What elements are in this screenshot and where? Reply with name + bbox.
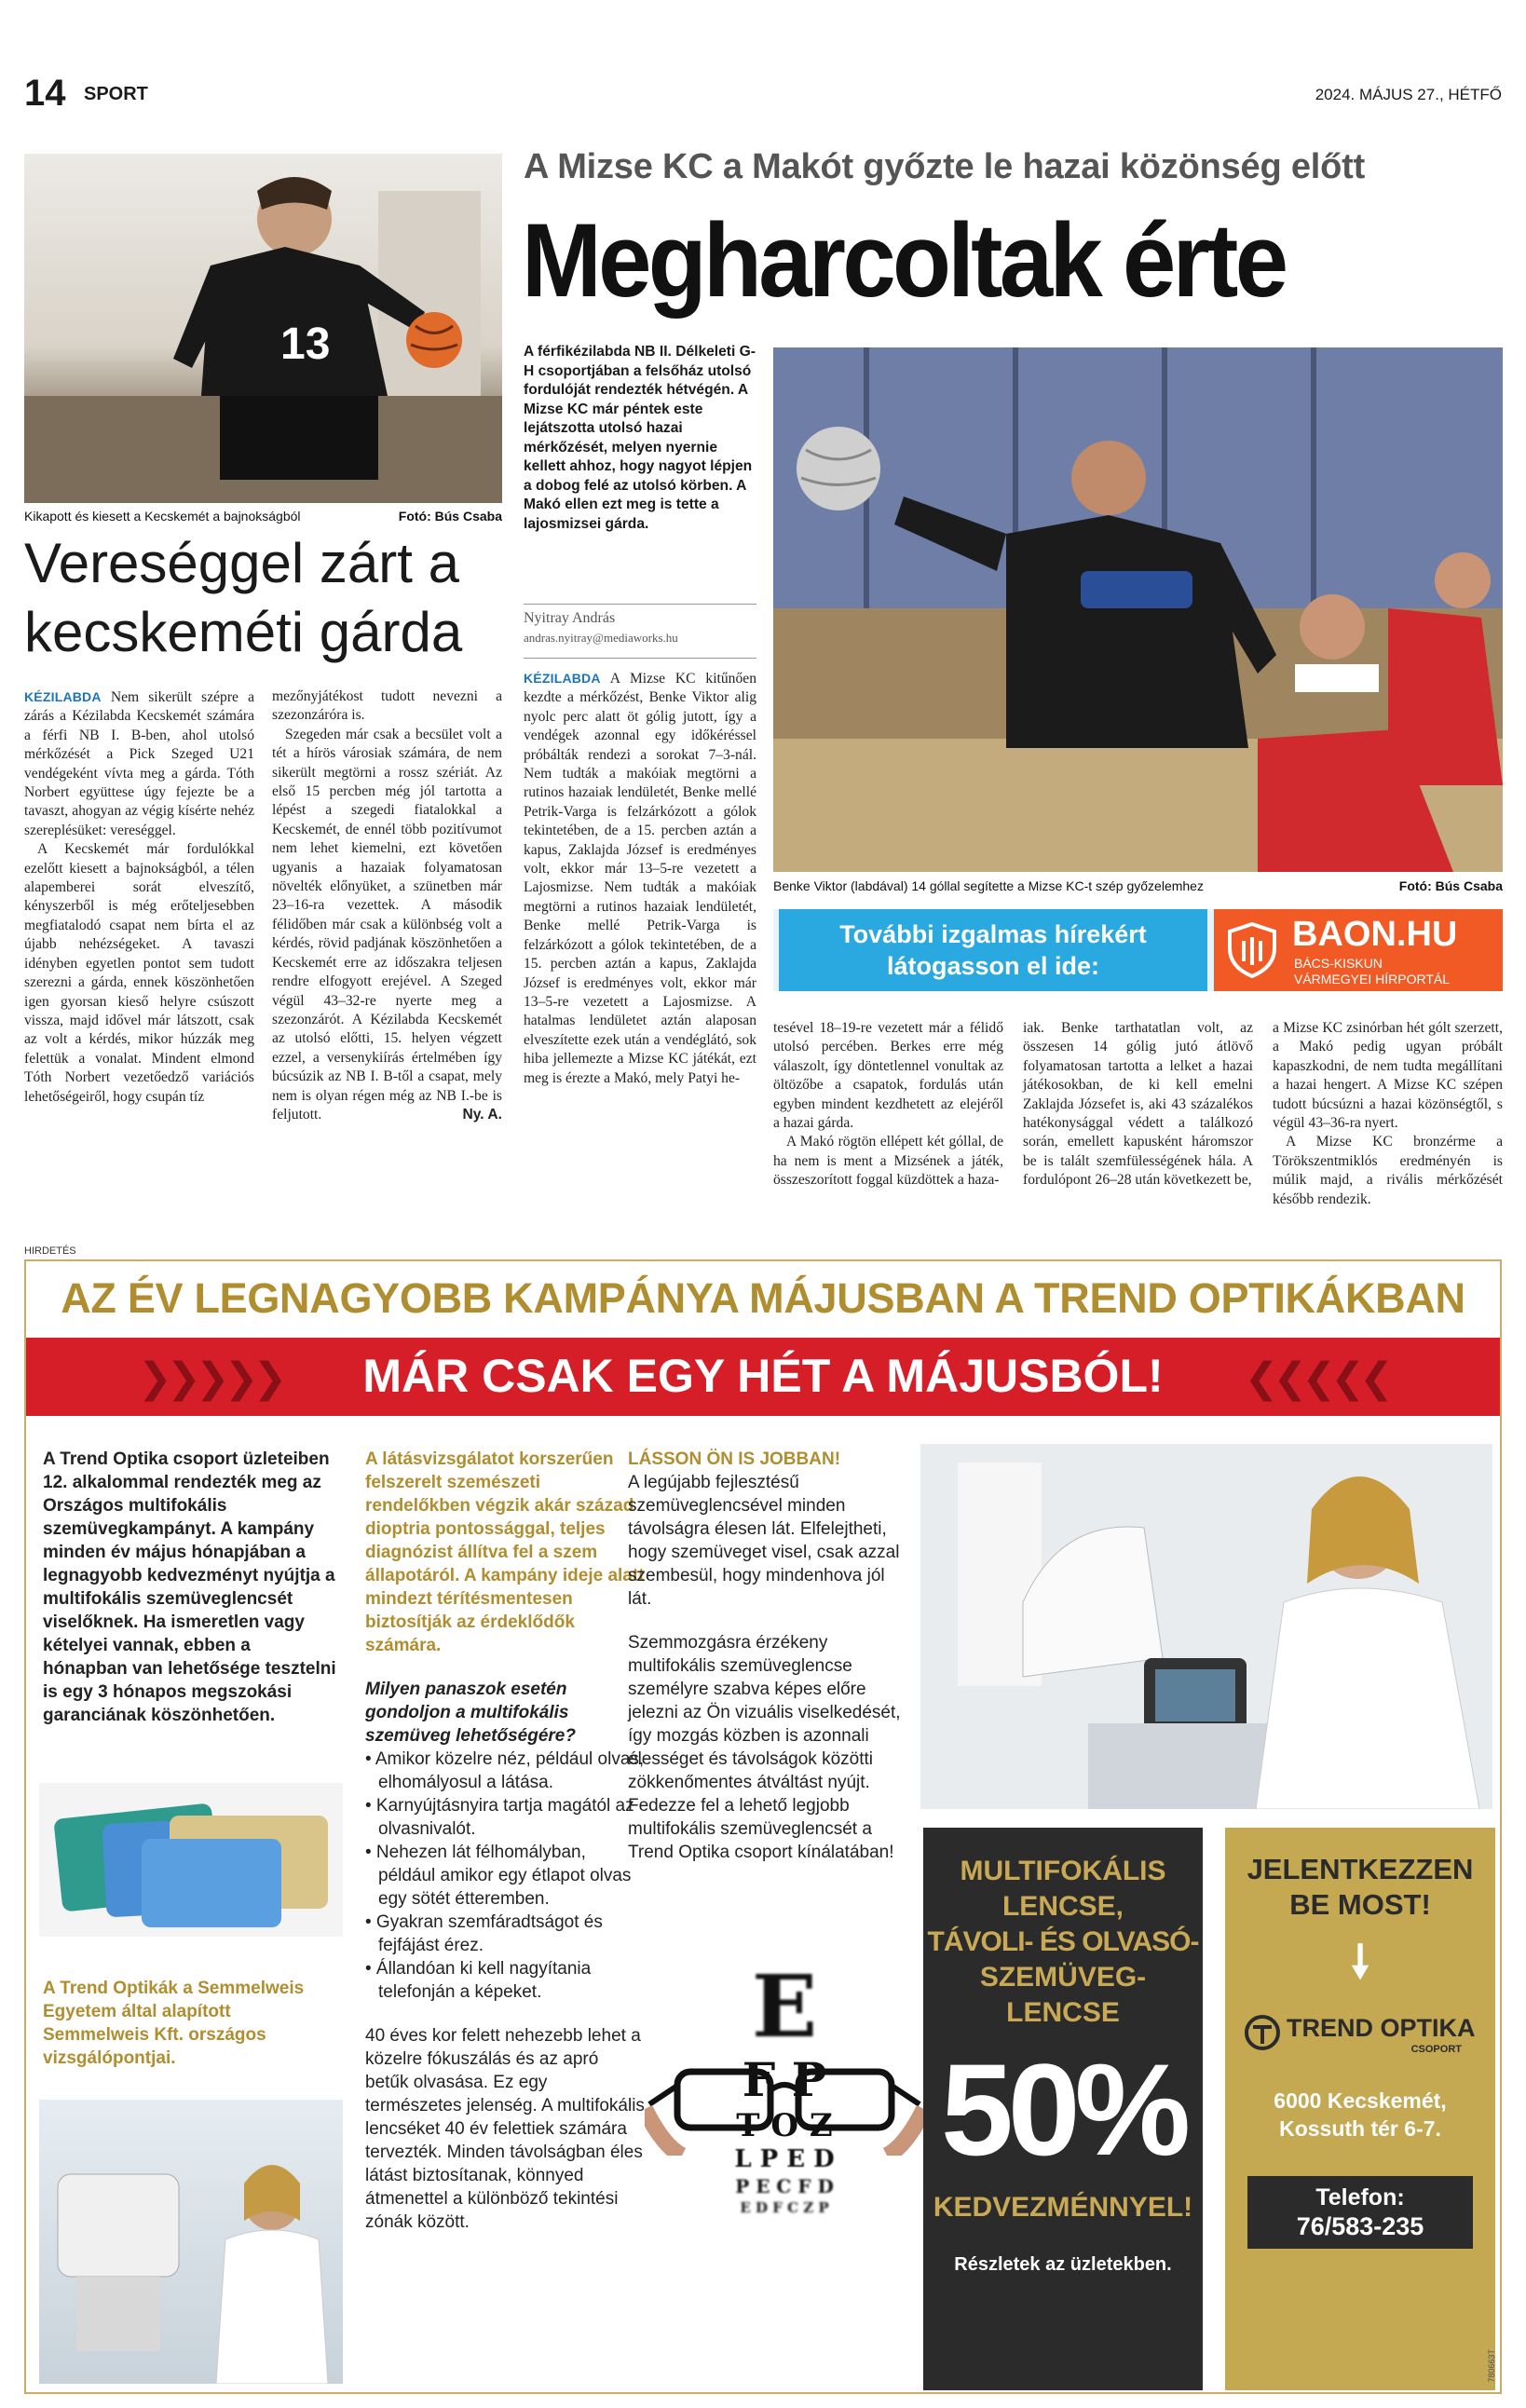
list-item: • Amikor közelre néz, például olvas, elhomályosul a látása.: [365, 1749, 645, 1792]
glasses-icon: [645, 2044, 924, 2156]
list-item: • Karnyújtásnyira tartja magától az olvasnivalót.: [365, 1796, 634, 1839]
main-photo-caption: [773, 878, 1503, 893]
ad-label: HIRDETÉS: [24, 1245, 76, 1257]
paragraph: A Trend Optika csoport üzleteiben 12. alkalommal rendezték meg az Országos multifokális szemüvegkampányt. A kampány minden év május hónapjában a legnagyobb kedvezményt nyújtja a multifokális szemüveglencsét viselőknek. Ha ismeretlen vagy kételyei vannak, ebben a hónapban van lehetősége tesztelni is egy 3 hónapos megszokási garanciának köszönhetően.: [43, 1449, 336, 1725]
symptom-list: [365, 1748, 645, 2004]
list-item: • Nehezen lát félhomályban, például amikor egy étlapot olvas egy sötét étteremben.: [365, 1843, 632, 1909]
phone-box: Telefon: 76/583-235: [1247, 2176, 1473, 2249]
ad-column-3: [628, 1448, 907, 1884]
arrow-down-icon: 🠗: [1350, 1936, 1370, 1988]
left-article-column-2: [272, 687, 502, 1124]
main-article-column-3: [1023, 1019, 1253, 1190]
divider: [524, 658, 756, 659]
svg-text:13: 13: [280, 320, 331, 369]
trend-optika-logo: TREND OPTIKA CSOPORT: [1225, 2008, 1495, 2064]
main-lead: A férfikézilabda NB II. Délkeleti G-H csoportjában a felsőház utolsó fordulóját rendezték hétvégén. A Mizse KC már péntek este lejátszotta utolsó hazai mérkőzését, melyen nyernie kellett ahhoz, hogy nagyot lépjen a dobog felé az utolsó körben. A Makó ellen ezt meg is tette a lajosmizsei gárda.: [524, 344, 756, 532]
kicker: KÉZILABDA: [24, 689, 102, 704]
banner-text: MÁR CSAK EGY HÉT A MÁJUSBÓL!: [362, 1350, 1164, 1402]
match-photo: [773, 347, 1503, 872]
offer-box: MULTIFOKÁLIS LENCSE, TÁVOLI- ÉS OLVASÓ- SZEMÜVEG-LENCSE 50% KEDVEZMÉNNYEL! Részletek az üzletekben.: [923, 1828, 1203, 2390]
question: Milyen panaszok esetén gondoljon a multifokális szemüveg lehetőségére?: [365, 1680, 576, 1746]
author-name: Nyitray András: [524, 610, 616, 626]
paragraph: mezőnyjátékost tudott nevezni a szezonzáróra is.: [272, 688, 502, 724]
photo-credit: Fotó: Bús Csaba: [1398, 878, 1503, 893]
headline-line-2: kecskeméti gárda: [24, 601, 463, 663]
paragraph: A Kecskemét már fordulókkal ezelőtt kiesett a bajnokságból, a télen alapemberei sorát elveszítő, kényszerből is még erőteljesebben megfiatalodó csapat nem bírta el az újabb nehézségeket. A tavaszi idényben egyetlen pontot sem tudott szerezni a gárda, ennek köszönhetően igen gyorsan kieső helyre csúszott vissza, majd idővel már látszott, csak az volt a kérdés, mikor húzzák meg felettük a vonalat. Mindent elmond Tóth Norbert vezetőedző variációs lehetőségeiről, hogy csupán tíz: [24, 841, 254, 1105]
left-headline: [24, 529, 509, 667]
discount-percent: 50%: [940, 2036, 1186, 2183]
issue-date: 2024. MÁJUS 27., HÉTFŐ: [1315, 86, 1502, 103]
main-overline: A Mizse KC a Makót győzte le hazai közönség előtt: [524, 147, 1366, 186]
page-number: 14: [24, 73, 66, 114]
logo-icon: [1244, 2014, 1281, 2051]
paragraph: A Makó rögtön ellépett két góllal, de ha nem is ment a Mizsének a játék, összeszorított foggal küzdöttek a haza-: [773, 1134, 1003, 1189]
exam-room-photo: [39, 2100, 343, 2384]
paragraph: Szegeden már csak a becsület volt a tét a hírös városiak számára, de nem sikerült megtörni a rossz szériát. Az első 15 percben még jól tartotta a lépést a szegedi fiatalokkal a Kecskemét, de ennél több pozitívumot nem lehet kiemelni, ezt követően ugyanis a hazaiak folyamatosan növelték előnyüket, a szünetben már 23–16-ra vezettek. A második félidőben már csak a különbség volt a kérdés, rövid padjának köszönhetően a Kecskemét erre az időszakra teljesen rendre elfogyott erejével. A Szeged végül 43–32-re nyerte meg a szezonzárót. A Kézilabda Kecskemét az utolsó előtti, 15. helyen végzett ezzel, a versenykiírás értelmében így búcsúzik az NB I. B-től a csapat, mely nem is olyan régen még az NB I.-be is feljutott. Ny. A.: [272, 726, 502, 1125]
ad-red-banner: [26, 1338, 1500, 1416]
action-illustration: [773, 347, 1503, 872]
main-article-column-4: [1273, 1019, 1503, 1209]
eye-exam-photo: [920, 1444, 1492, 1809]
headline-line-1: Vereséggel zárt a: [24, 532, 459, 594]
banner-text: További izgalmas hírekért látogasson el ide:: [779, 909, 1207, 991]
caption-text: Benke Viktor (labdával) 14 góllal segítette a Mizse KC-t szép győzelemhez: [773, 878, 1204, 893]
author-email: andras.nyitray@mediaworks.hu: [524, 631, 678, 645]
section-heading: LÁSSON ÖN IS JOBBAN!: [628, 1449, 841, 1469]
paragraph: a Mizse KC zsinórban hét gólt szerzett, a Makó pedig ugyan próbált kapaszkodni, de nem tudta megállítani a hazai hengert. A Mizse KC szépen tudott búcsúzni a hazai közönségtől, s végül 43–36-ra nyert.: [1273, 1020, 1503, 1132]
phone-number: 76/583-235: [1296, 2212, 1424, 2240]
paragraph: A látásvizsgálatot korszerűen felszerelt szemészeti rendelőkben végzik akár század dioptria pontossággal, teljes diagnózist állítva fel a szem állapotáról. A kampány ideje alatt mindezt térítésmentesen biztosítják az érdeklődők számára.: [365, 1449, 645, 1655]
paragraph: iak. Benke tarthatatlan volt, az összesen 14 gólig jutó átlövő folyamatosan tartotta a lelket a hazai játékosokban, de ki kell emelni Zaklajda Józsefet is, aki 43 százalékos hatékonysággal védett a találkozó során, emellett kapusként háromszor be is talált szemfülességének hála. A fordulópont 26–28 után következett be,: [1023, 1020, 1253, 1189]
list-item: • Állandóan ki kell nagyítania telefonján a képeket.: [365, 1959, 592, 2002]
author-block: [524, 604, 756, 646]
paragraph: tesével 18–19-re vezetett már a félidő utolsó percében. Berkes erre még válaszolt, így döntetlennel vonultak az öltözőbe a csapatok, fordulás után egyben mindent kezdhetett az elejéről a hazai gárda.: [773, 1020, 1003, 1132]
player-illustration: [24, 154, 502, 503]
paragraph: 40 éves kor felett nehezebb lehet a közelre fókuszálás és az apró betűk olvasása. Ez egy természetes jelenség. A multifokális lencséket 40 év felettiek számára tervezték. Minden távolságban éles látást biztosítanak, könnyed átmenettel a különböző tekintési zónák között.: [365, 2026, 645, 2232]
paragraph: KÉZILABDA A Mizse KC kitűnően kezdte a mérkőzést, Benke Viktor alig nyolc perc alatt öt gólig jutott, így a vendégek azonnal egy időkéréssel próbálták rendezi a sorokat 7–3-nál. Nem tudták a makóiak megtörni a rutinos hazaiak lendületét, Benke mellé Petrik-Varga is felzárkózott a gólok tekintetében, de a 15. percben aztán a kapus, Zaklajda József is eredményes volt, ekkor már 13–5-re vezetett a Lajosmizse. Nem tudták a makóiak megtörni a rutinos hazaiak lendületét, Benke mellé Petrik-Varga is felzárkózott a gólok tekintetében, de a 15. percben aztán a kapus, Zaklajda József is eredményes volt, ekkor már 13–5-re vezetett a Lajosmizse. A hatalmas lendületet aztán alaposan elveszítette ezek után a vendéglátó, sok hiba jellemezte a Mizse KC játékát, ezt meg is érezte a Makó, mely Patyi he-: [524, 671, 756, 1086]
left-article-column-1: [24, 687, 254, 1107]
ad-photo-caption: A Trend Optikák a Semmelweis Egyetem által alapított Semmelweis Kft. országos vizsgálópontjai.: [43, 1979, 305, 2068]
left-photo-caption: [24, 509, 502, 524]
page-header: [24, 75, 1502, 112]
ad-headline: AZ ÉV LEGNAGYOBB KAMPÁNYA MÁJUSBAN A TREND OPTIKÁKBAN: [61, 1274, 1465, 1322]
caption-text: Kikapott és kiesett a Kecskemét a bajnokságból: [24, 509, 301, 524]
photo-credit: Fotó: Bús Csaba: [398, 509, 502, 524]
chevrons-left: ❯❯❯❯❯: [138, 1354, 282, 1402]
signup-box: JELENTKEZZEN BE MOST! 🠗 TREND OPTIKA CSOPORT 6000 Kecskemét, Kossuth tér 6-7. Telefon: 76/583-235: [1225, 1828, 1495, 2390]
main-headline: Megharcoltak érte: [522, 202, 1286, 319]
ad-column-1: [43, 1448, 339, 1748]
section-label: SPORT: [84, 84, 148, 104]
bank-cards-image: [39, 1783, 343, 1937]
paragraph: A Mizse KC bronzérme a Törökszentmiklós eredményén is múlik majd, a rivális mérkőzését később rendezik.: [1273, 1134, 1503, 1207]
eye-chart-image: E F P T O Z L P E D P E C F D E D F C Z P: [645, 1960, 924, 2239]
baon-link-banner[interactable]: [773, 909, 1503, 991]
paragraph: Szemmozgásra érzékeny multifokális szemüveglencse személyre szabva képes előre jelezni az Ön vizuális viselkedését, így mozgás közben is azonnali élességet és távolságok közötti zökkenőmentes átváltást nyújt. Fedezze fel a lehető legjobb multifokális szemüveglencsét a Trend Optika csoport kínálatában!: [628, 1633, 901, 1862]
paragraph: A legújabb fejlesztésű szemüveglencsével minden távolságra élesen lát. Elfelejtheti, hogy szemüveget visel, csak azzal szembesül, hogy mindenhova jól lát.: [628, 1473, 900, 1609]
ad-ref-code: 780663T: [1487, 2349, 1496, 2383]
main-article-column-1: [524, 669, 756, 1088]
handball-player-photo: [24, 154, 502, 503]
shield-icon: [1227, 922, 1277, 978]
main-article-column-2: [773, 1019, 1003, 1190]
kicker: KÉZILABDA: [524, 671, 601, 686]
baon-logo: BAON.HU BÁCS-KISKUN VÁRMEGYEI HÍRPORTÁL: [1214, 909, 1503, 991]
list-item: • Gyakran szemfáradtságot és fejfájást érez.: [365, 1912, 603, 1955]
signature: Ny. A.: [462, 1106, 502, 1122]
advertisement: [24, 1259, 1502, 2394]
ad-column-2: [365, 1448, 645, 2254]
chevrons-right: ❮❮❮❮❮: [1244, 1354, 1388, 1402]
paragraph: KÉZILABDA Nem sikerült szépre a zárás a Kézilabda Kecskemét számára a férfi NB I. B-ben, ahol utolsó mérkőzését a Pick Szeged U21 vendégeként vívta meg a gárda. Tóth Norbert együttese úgy fejezte be a tavaszt, ahogyan az végig kísérte nehéz szereplésüket: vereséggel.: [24, 689, 254, 838]
